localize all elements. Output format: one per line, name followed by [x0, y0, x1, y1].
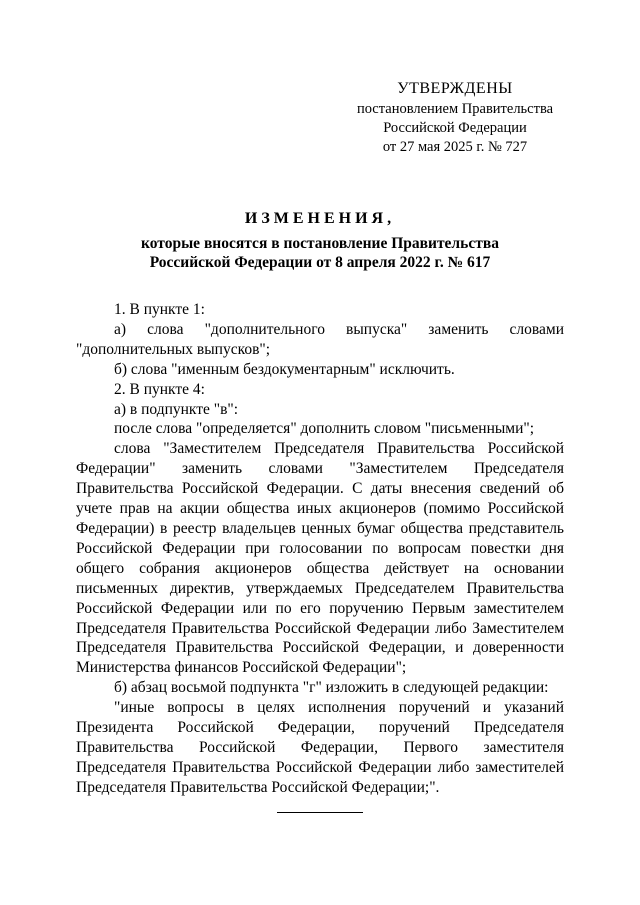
paragraph-item-1b: б) слова "именным бездокументарным" исключить. — [114, 360, 455, 378]
document-heading — [76, 210, 564, 272]
approval-title: УТВЕРЖДЕНЫ — [397, 80, 513, 97]
document-title: ИЗМЕНЕНИЯ, — [244, 210, 396, 227]
paragraph-item-2b: б) абзац восьмой подпункта "г" изложить в следующей редакции: — [114, 679, 549, 697]
paragraph-item-2: 2. В пункте 4: — [114, 380, 205, 398]
approval-block — [330, 79, 580, 157]
paragraph-item-2a-2: слова "Заместителем Председателя Правительства Российской Федерации" заменить словами "Заместителем Председателя Правительства Российской Федерации. С даты внесения сведений об учете прав на акции общества иных акционеров (помимо Российской Федерации) в реестр владельцев ценных бумаг общества представитель Российской Федерации при голосовании по вопросам повестки дня общего собрания акционеров общества действует на основании письменных директив, утверждаемых Председателем Правительства Российской Федерации или по его поручению Первым заместителем Председателя Правительства Российской Федерации либо Заместителем Председателя Правительства Российской Федерации, и доверенности Министерства финансов Российской Федерации"; — [76, 440, 564, 677]
paragraph-item-2a-1: после слова "определяется" дополнить словом "письменными"; — [114, 420, 535, 438]
approval-line-2: Российской Федерации — [383, 120, 527, 136]
paragraph-item-1a: а) слова "дополнительного выпуска" заменить словами "дополнительных выпусков"; — [76, 320, 564, 358]
approval-line-1: постановлением Правительства — [356, 101, 554, 117]
paragraph-item-2a: а) в подпункте "в": — [114, 400, 239, 418]
document-body — [76, 300, 564, 798]
document-subtitle-line-2: Российской Федерации от 8 апреля 2022 г. № 617 — [149, 254, 491, 271]
document-subtitle-line-1: которые вносятся в постановление Правительства — [141, 235, 499, 252]
approval-line-3: от 27 мая 2025 г. № 727 — [382, 139, 528, 155]
paragraph-item-2b-text: "иные вопросы в целях исполнения поручений и указаний Президента Российской Федерации, поручений Председателя Правительства Российской Федерации, Первого заместителя Председателя Правительства Российской Федерации либо заместителей Председателя Правительства Российской Федерации;". — [76, 699, 564, 796]
end-divider — [277, 812, 363, 813]
paragraph-item-1: 1. В пункте 1: — [114, 301, 205, 318]
